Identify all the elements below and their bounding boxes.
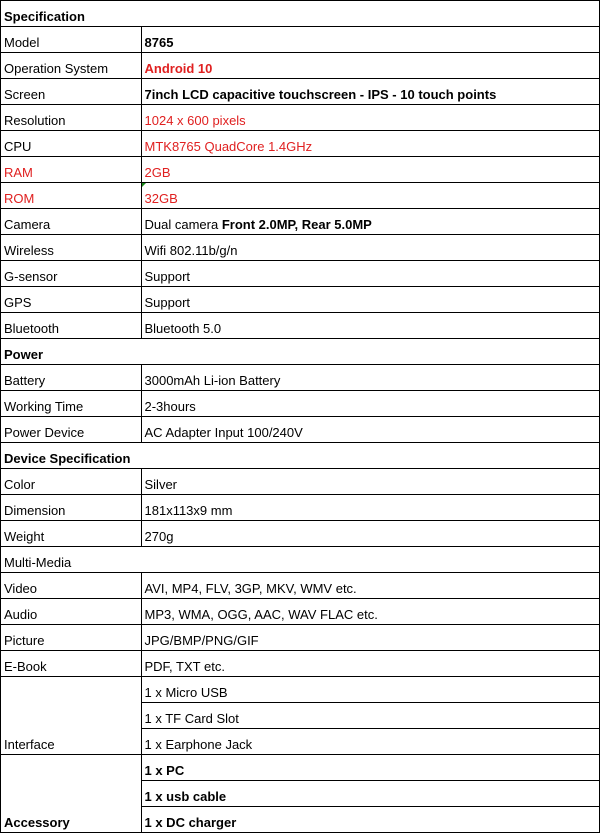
- row-model: [1, 27, 599, 53]
- row-battery: [1, 365, 599, 391]
- label-cpu: CPU: [1, 131, 141, 157]
- section-multimedia: Multi-Media: [1, 547, 599, 573]
- label-screen: Screen: [1, 79, 141, 105]
- section-row-device-specification: [1, 443, 599, 469]
- value-model: 8765: [141, 27, 599, 53]
- value-cpu: MTK8765 QuadCore 1.4GHz: [141, 131, 599, 157]
- value-video: AVI, MP4, FLV, 3GP, MKV, WMV etc.: [141, 573, 599, 599]
- row-ram: [1, 157, 599, 183]
- label-ram: RAM: [1, 157, 141, 183]
- value-resolution: 1024 x 600 pixels: [141, 105, 599, 131]
- value-dimension: 181x113x9 mm: [141, 495, 599, 521]
- value-working-time: 2-3hours: [141, 391, 599, 417]
- label-weight: Weight: [1, 521, 141, 547]
- value-battery: 3000mAh Li-ion Battery: [141, 365, 599, 391]
- row-gps: [1, 287, 599, 313]
- label-working-time: Working Time: [1, 391, 141, 417]
- label-interface: Interface: [1, 677, 141, 755]
- value-accessory-item: 1 x usb cable: [141, 781, 599, 807]
- row-video: [1, 573, 599, 599]
- row-rom: [1, 183, 599, 209]
- label-picture: Picture: [1, 625, 141, 651]
- value-color: Silver: [141, 469, 599, 495]
- label-model: Model: [1, 27, 141, 53]
- label-video: Video: [1, 573, 141, 599]
- label-resolution: Resolution: [1, 105, 141, 131]
- value-bluetooth: Bluetooth 5.0: [141, 313, 599, 339]
- row-power-device: [1, 417, 599, 443]
- row-audio: [1, 599, 599, 625]
- value-screen: 7inch LCD capacitive touchscreen - IPS - 10 touch points: [141, 79, 599, 105]
- row-weight: [1, 521, 599, 547]
- row-dimension: [1, 495, 599, 521]
- label-camera: Camera: [1, 209, 141, 235]
- value-ebook: PDF, TXT etc.: [141, 651, 599, 677]
- row-gsensor: [1, 261, 599, 287]
- row-picture: [1, 625, 599, 651]
- value-accessory-item: 1 x PC: [141, 755, 599, 781]
- section-row-multimedia: [1, 547, 599, 573]
- label-wireless: Wireless: [1, 235, 141, 261]
- row-wireless: [1, 235, 599, 261]
- row-camera: [1, 209, 599, 235]
- section-specification: Specification: [4, 9, 85, 24]
- label-power-device: Power Device: [1, 417, 141, 443]
- value-interface-item: 1 x Micro USB: [141, 677, 599, 703]
- section-row-specification: [1, 1, 599, 27]
- spec-table: [1, 1, 599, 832]
- row-working-time: [1, 391, 599, 417]
- value-ram: 2GB: [141, 157, 599, 183]
- value-os: Android 10: [141, 53, 599, 79]
- value-power-device: AC Adapter Input 100/240V: [141, 417, 599, 443]
- label-ebook: E-Book: [1, 651, 141, 677]
- label-color: Color: [1, 469, 141, 495]
- label-bluetooth: Bluetooth: [1, 313, 141, 339]
- label-gps: GPS: [1, 287, 141, 313]
- section-row-power: [1, 339, 599, 365]
- row-color: [1, 469, 599, 495]
- label-gsensor: G-sensor: [1, 261, 141, 287]
- label-accessory: Accessory: [1, 755, 141, 833]
- label-battery: Battery: [1, 365, 141, 391]
- row-interface-1: [1, 677, 599, 703]
- row-os: [1, 53, 599, 79]
- value-interface-item: 1 x Earphone Jack: [141, 729, 599, 755]
- row-bluetooth: [1, 313, 599, 339]
- section-power: Power: [1, 339, 599, 365]
- label-os: Operation System: [1, 53, 141, 79]
- label-dimension: Dimension: [1, 495, 141, 521]
- section-device-specification: Device Specification: [1, 443, 599, 469]
- value-picture: JPG/BMP/PNG/GIF: [141, 625, 599, 651]
- row-resolution: [1, 105, 599, 131]
- value-camera-bold: Front 2.0MP, Rear 5.0MP: [221, 217, 372, 232]
- label-audio: Audio: [1, 599, 141, 625]
- value-gps: Support: [141, 287, 599, 313]
- value-audio: MP3, WMA, OGG, AAC, WAV FLAC etc.: [141, 599, 599, 625]
- value-gsensor: Support: [141, 261, 599, 287]
- row-screen: [1, 79, 599, 105]
- value-rom: 32GB: [141, 183, 599, 209]
- label-rom: ROM: [1, 183, 141, 209]
- value-camera-prefix: Dual camera: [144, 217, 222, 232]
- value-interface-item: 1 x TF Card Slot: [141, 703, 599, 729]
- value-wireless: Wifi 802.11b/g/n: [141, 235, 599, 261]
- value-accessory-item: 1 x DC charger: [141, 807, 599, 833]
- row-accessory-1: [1, 755, 599, 781]
- row-cpu: [1, 131, 599, 157]
- value-weight: 270g: [141, 521, 599, 547]
- row-ebook: [1, 651, 599, 677]
- value-camera: [141, 209, 599, 235]
